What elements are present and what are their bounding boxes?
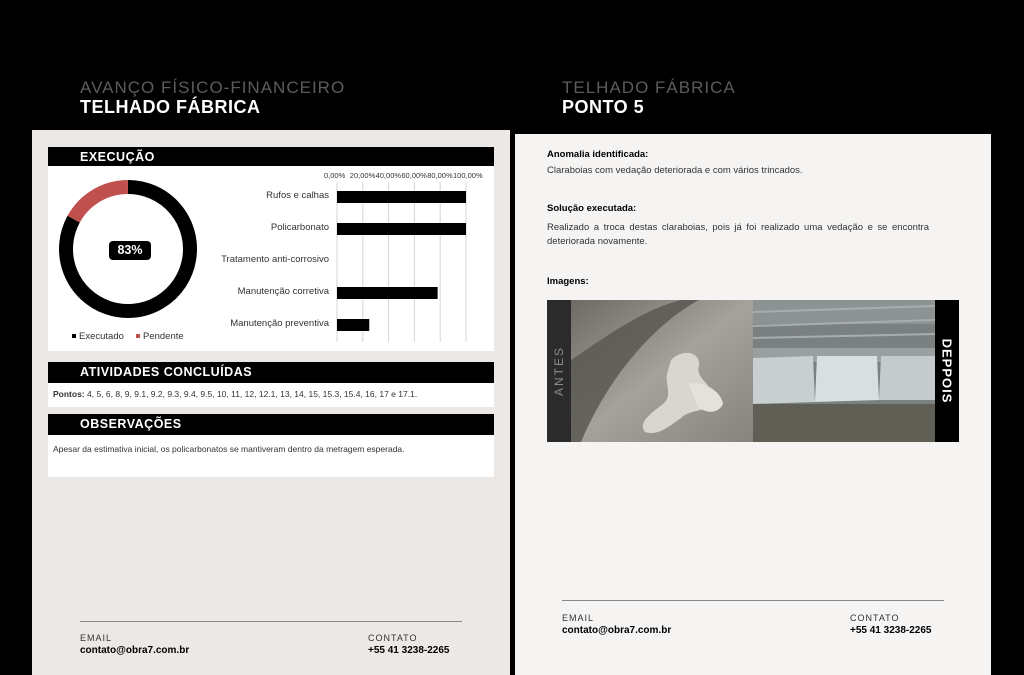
photo-depois [753,300,935,442]
legend-label: Pendente [143,331,184,342]
footer-divider [562,600,944,601]
legend-executado [72,331,124,342]
anomalia-label: Anomalia identificada: [547,149,649,160]
page-title: PONTO 5 [562,97,645,117]
page-header [515,0,991,134]
footer-contato-label: CONTATO [850,613,900,623]
footer-email[interactable]: contato@obra7.com.br [80,645,190,656]
imagens-label: Imagens: [547,276,589,287]
antes-band [547,300,571,442]
tick-label: 80,00% [427,171,453,180]
footer-phone[interactable]: +55 41 3238-2265 [368,645,450,656]
page-subtitle: AVANÇO FÍSICO-FINANCEIRO [80,78,346,97]
footer-divider [80,621,462,622]
bar-chart [336,182,470,342]
footer-email-label: EMAIL [80,633,113,643]
donut-percent-label: 83% [109,241,151,260]
page-title: TELHADO FÁBRICA [80,97,261,117]
section-heading-observacoes: OBSERVAÇÕES [48,414,494,435]
legend-label: Executado [79,331,124,342]
report-page-right [515,0,991,675]
legend-swatch [136,334,140,338]
atividades-panel [48,383,494,407]
donut-slice-pendente [74,187,128,219]
photo-antes [571,300,753,442]
pontos-line [53,389,417,399]
page-header [32,0,510,130]
bar [337,191,466,203]
tick-label: 100,00% [453,171,483,180]
footer-phone[interactable]: +55 41 3238-2265 [850,625,932,636]
report-page-left [32,0,510,675]
section-heading-atividades: ATIVIDADES CONCLUÍDAS [48,362,494,383]
pontos-label: Pontos: [53,389,85,399]
page-subtitle: TELHADO FÁBRICA [562,78,736,97]
bar [337,223,466,235]
solucao-text: Realizado a troca destas claraboias, pois já foi realizado uma vedação e se encontra deteriorada novamente. [547,222,929,247]
photo-comparison [547,300,959,442]
observacoes-text: Apesar da estimativa inicial, os policarbonatos se mantiveram dentro da metragem esperada. [53,444,405,454]
bar [337,319,369,331]
legend-pendente [136,331,184,342]
solucao-label: Solução executada: [547,203,637,214]
footer-contato-label: CONTATO [368,633,418,643]
bar-category-label: Manutenção preventiva [230,318,329,329]
pontos-value: 4, 5, 6, 8, 9, 9.1, 9.2, 9.3, 9.4, 9.5, 10, 11, 12, 12.1, 13, 14, 15, 15.3, 15.4, 16, 17 e 17.1. [84,389,418,399]
bar-category-label: Tratamento anti-corrosivo [221,254,329,265]
anomalia-text: Claraboias com vedação deteriorada e com vários trincados. [547,165,803,176]
footer-email[interactable]: contato@obra7.com.br [562,625,672,636]
bar-chart-labels [202,182,329,342]
tick-label: 20,00% [349,171,376,180]
tick-label: 60,00% [401,171,427,180]
tick-label: 0,00% [324,171,346,180]
legend-swatch [72,334,76,338]
footer-email-label: EMAIL [562,613,595,623]
bar [337,287,438,299]
bar-category-label: Manutenção corretiva [237,286,329,297]
bar-category-label: Policarbonato [270,222,329,233]
bar-category-label: Rufos e calhas [266,190,329,201]
observacoes-panel [48,435,494,477]
section-heading-execucao: EXECUÇÃO [48,147,494,166]
depois-band [935,300,959,442]
tick-label: 40,00% [375,171,402,180]
antes-label: ANTES [552,345,566,397]
depois-label: DEPPOIS [939,338,955,404]
